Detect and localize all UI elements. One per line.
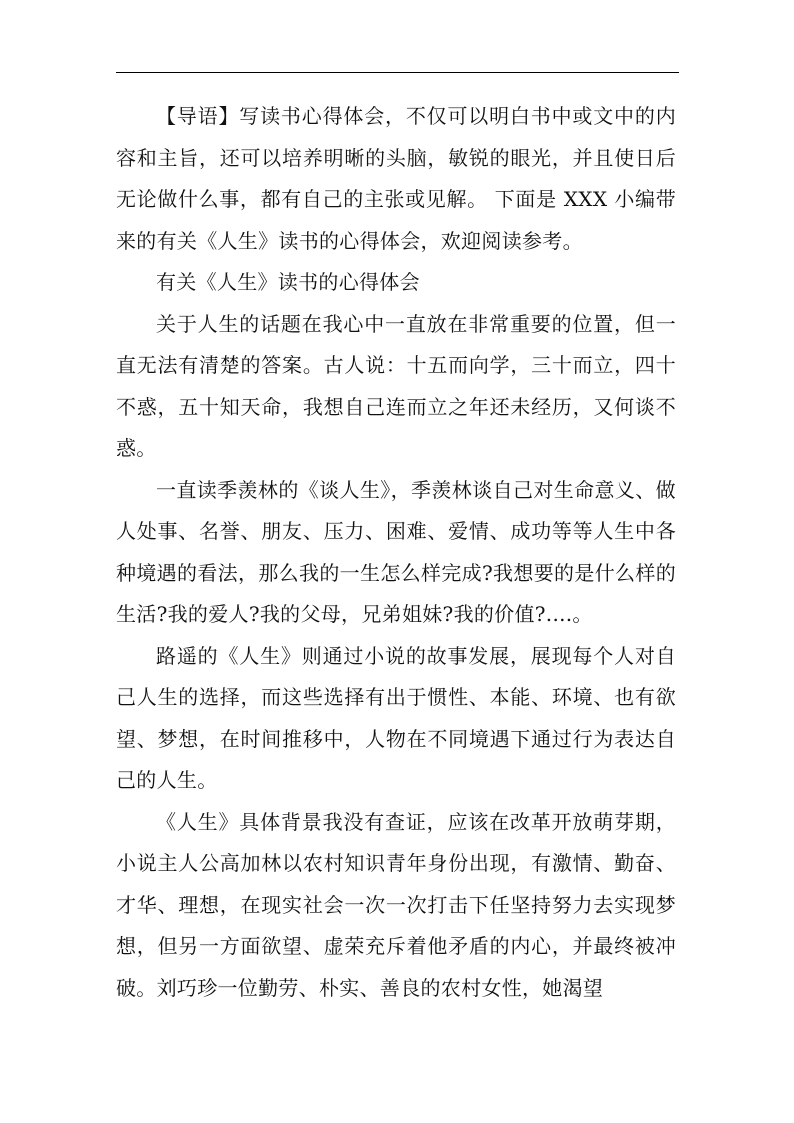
section-heading: 有关《人生》读书的心得体会 — [156, 270, 420, 294]
body-paragraph: 路遥的《人生》则通过小说的故事发展，展现每个人对自己人生的选择，而这些选择有出于惯性、本能、环境、也有欲望、梦想，在时间推移中，人物在不同境遇下通过行为表达自己的人生。 — [116, 643, 676, 792]
document-body — [116, 96, 676, 1009]
header-rule — [116, 72, 679, 73]
body-paragraph: 一直读季羡林的《谈人生》，季羡林谈自己对生命意义、做人处事、名誉、朋友、压力、困难、爱情、成功等等人生中各种境遇的看法，那么我的一生怎么样完成?我想要的是什么样的生活?我的爱人?我的父母，兄弟姐妹?我的价值?....。 — [116, 477, 676, 626]
intro-paragraph: 【导语】写读书心得体会，不仅可以明白书中或文中的内容和主旨，还可以培养明晰的头脑，敏锐的眼光，并且使日后无论做什么事，都有自己的主张或见解。 下面是 XXX 小编带来的有关《人生》读书的心得体会，欢迎阅读参考。 — [116, 104, 676, 253]
body-paragraph: 《人生》具体背景我没有查证，应该在改革开放萌芽期，小说主人公高加林以农村知识青年身份出现，有激情、勤奋、才华、理想，在现实社会一次一次打击下任坚持努力去实现梦想，但另一方面欲望、虚荣充斥着他矛盾的内心，并最终被冲破。刘巧珍一位勤劳、朴实、善良的农村女性，她渴望 — [116, 809, 676, 1000]
body-paragraph: 关于人生的话题在我心中一直放在非常重要的位置，但一直无法有清楚的答案。古人说：十五而向学，三十而立，四十不惑，五十知天命，我想自己连而立之年还未经历，又何谈不惑。 — [116, 311, 676, 460]
